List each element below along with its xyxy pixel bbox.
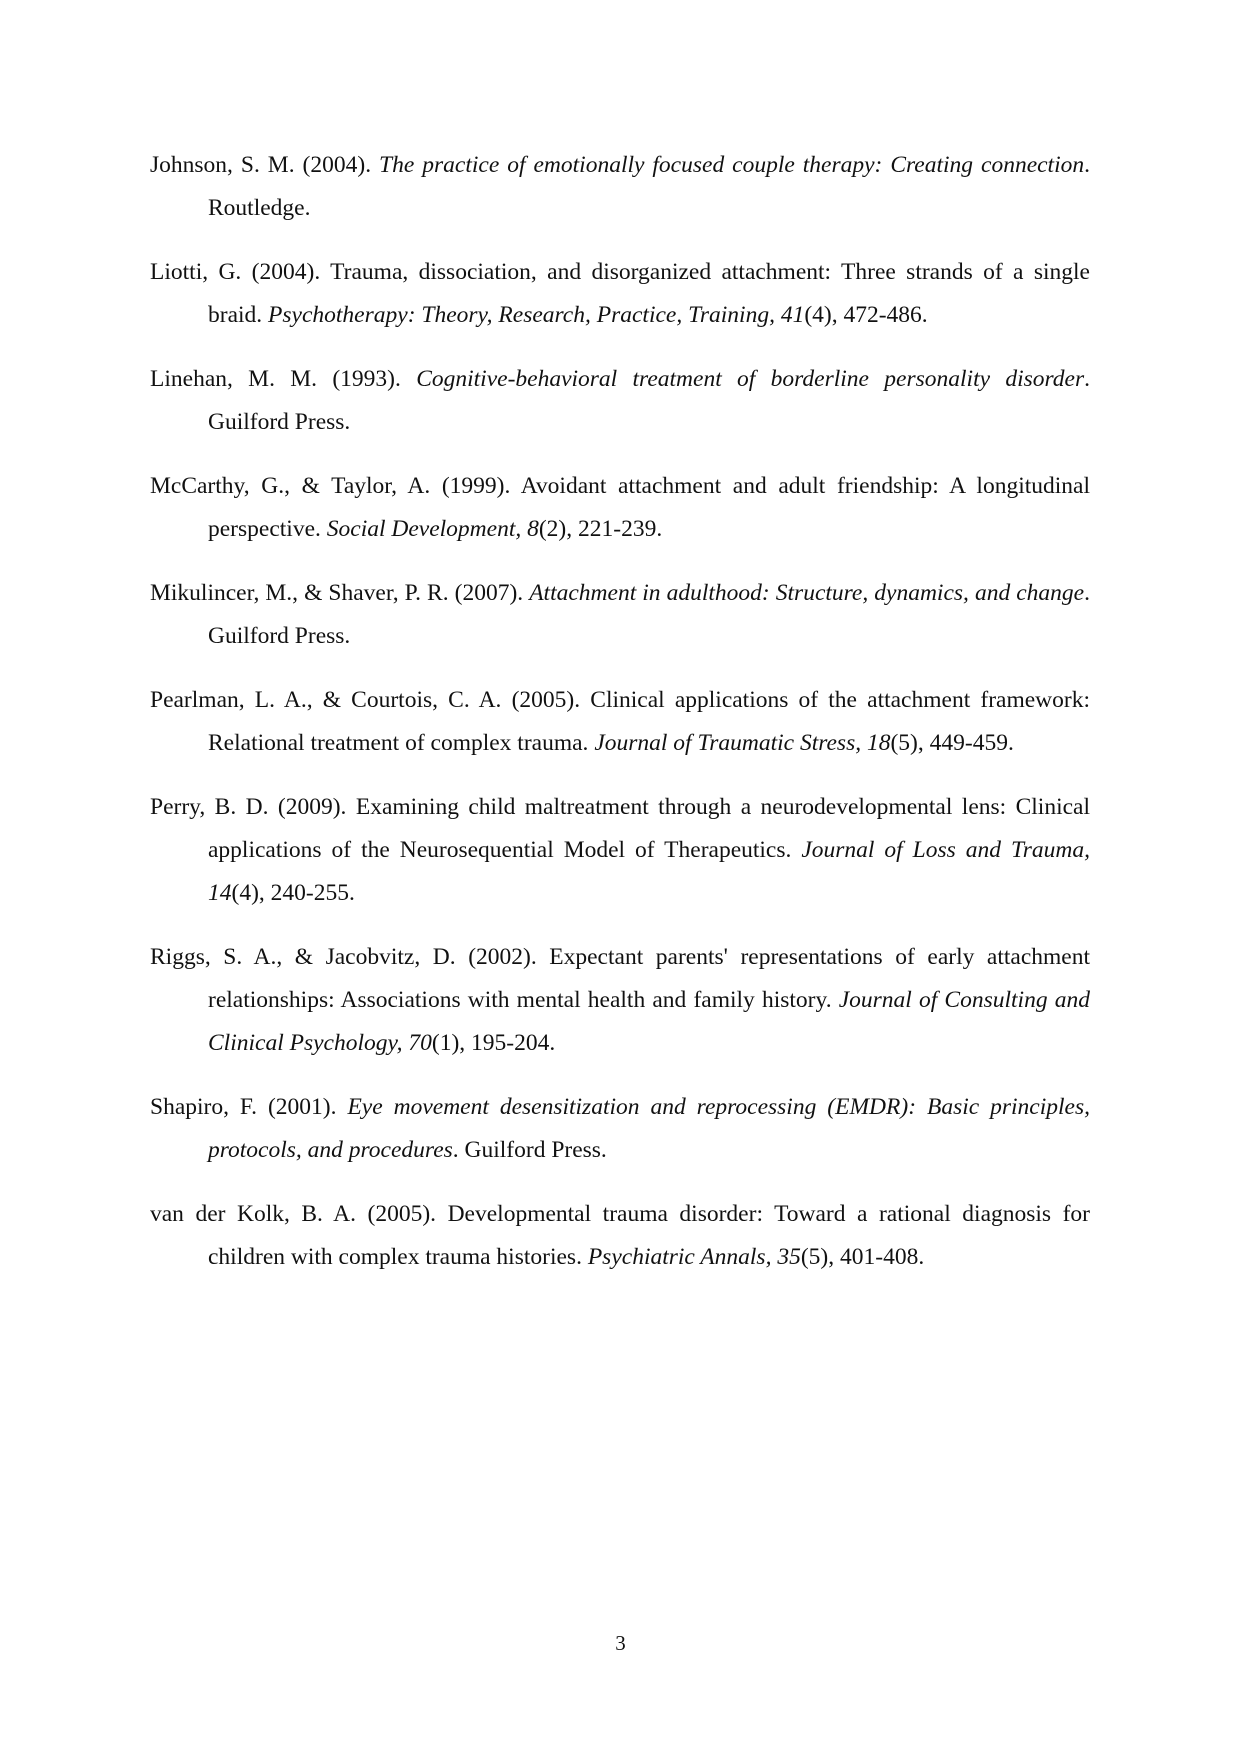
reference-entry	[150, 251, 1090, 337]
reference-italic-segment: Journal of Traumatic Stress, 18	[594, 730, 891, 756]
reference-text-segment: van der Kolk, B. A. (2005). Developmental trauma disorder: Toward a rational diagnosis for children with complex trauma histories.	[150, 1201, 1090, 1270]
reference-italic-segment: Cognitive-behavioral treatment of borderline personality disorder	[416, 366, 1085, 392]
reference-entry	[150, 144, 1090, 230]
reference-entry	[150, 358, 1090, 444]
reference-text-segment: Pearlman, L. A., & Courtois, C. A. (2005). Clinical applications of the attachment framework: Relational treatment of complex trauma.	[150, 687, 1090, 756]
reference-entry	[150, 936, 1090, 1065]
reference-text-segment: Perry, B. D. (2009). Examining child maltreatment through a neurodevelopmental lens: Clinical applications of the Neurosequential Model of Therapeutics.	[150, 794, 1090, 863]
reference-text-segment: . Guilford Press.	[452, 1137, 607, 1163]
reference-italic-segment: Eye movement desensitization and reprocessing (EMDR): Basic principles, protocols, and procedures	[208, 1094, 1090, 1163]
reference-italic-segment: Journal of Consulting and Clinical Psychology, 70	[208, 987, 1090, 1056]
reference-text-segment: (4), 240-255.	[231, 880, 355, 906]
reference-entry	[150, 679, 1090, 765]
reference-entry	[150, 465, 1090, 551]
reference-italic-segment: Journal of Loss and Trauma, 14	[208, 837, 1090, 906]
reference-text-segment: (1), 195-204.	[431, 1030, 556, 1056]
reference-text-segment: Mikulincer, M., & Shaver, P. R. (2007).	[150, 580, 530, 606]
reference-entry	[150, 786, 1090, 915]
reference-italic-segment: Psychiatric Annals, 35	[587, 1244, 801, 1270]
reference-italic-segment: Social Development, 8	[326, 516, 539, 542]
reference-text-segment: (4), 472-486.	[804, 302, 928, 328]
reference-entry	[150, 1086, 1090, 1172]
reference-entry	[150, 1193, 1090, 1279]
reference-text-segment: . Routledge.	[208, 152, 1090, 221]
reference-text-segment: . Guilford Press.	[208, 366, 1090, 435]
reference-text-segment: (5), 449-459.	[890, 730, 1014, 756]
reference-entry	[150, 572, 1090, 658]
reference-text-segment: Liotti, G. (2004). Trauma, dissociation, and disorganized attachment: Three strands of a single braid.	[150, 259, 1090, 328]
reference-list	[150, 144, 1090, 1300]
reference-text-segment: Riggs, S. A., & Jacobvitz, D. (2002). Expectant parents' representations of early attachment relationships: Associations with mental health and family history.	[150, 944, 1090, 1013]
reference-text-segment: Johnson, S. M. (2004).	[150, 152, 380, 178]
reference-italic-segment: Psychotherapy: Theory, Research, Practice, Training, 41	[268, 302, 805, 328]
reference-text-segment: Shapiro, F. (2001).	[150, 1094, 348, 1120]
reference-text-segment: Linehan, M. M. (1993).	[150, 366, 417, 392]
reference-text-segment: (2), 221-239.	[538, 516, 663, 542]
reference-text-segment: (5), 401-408.	[800, 1244, 925, 1270]
page-number: 3	[615, 1631, 626, 1655]
reference-text-segment: McCarthy, G., & Taylor, A. (1999). Avoidant attachment and adult friendship: A longitudinal perspective.	[150, 473, 1090, 542]
reference-italic-segment: Attachment in adulthood: Structure, dynamics, and change	[529, 580, 1085, 606]
reference-italic-segment: The practice of emotionally focused couple therapy: Creating connection	[379, 152, 1085, 178]
reference-text-segment: . Guilford Press.	[208, 580, 1090, 649]
